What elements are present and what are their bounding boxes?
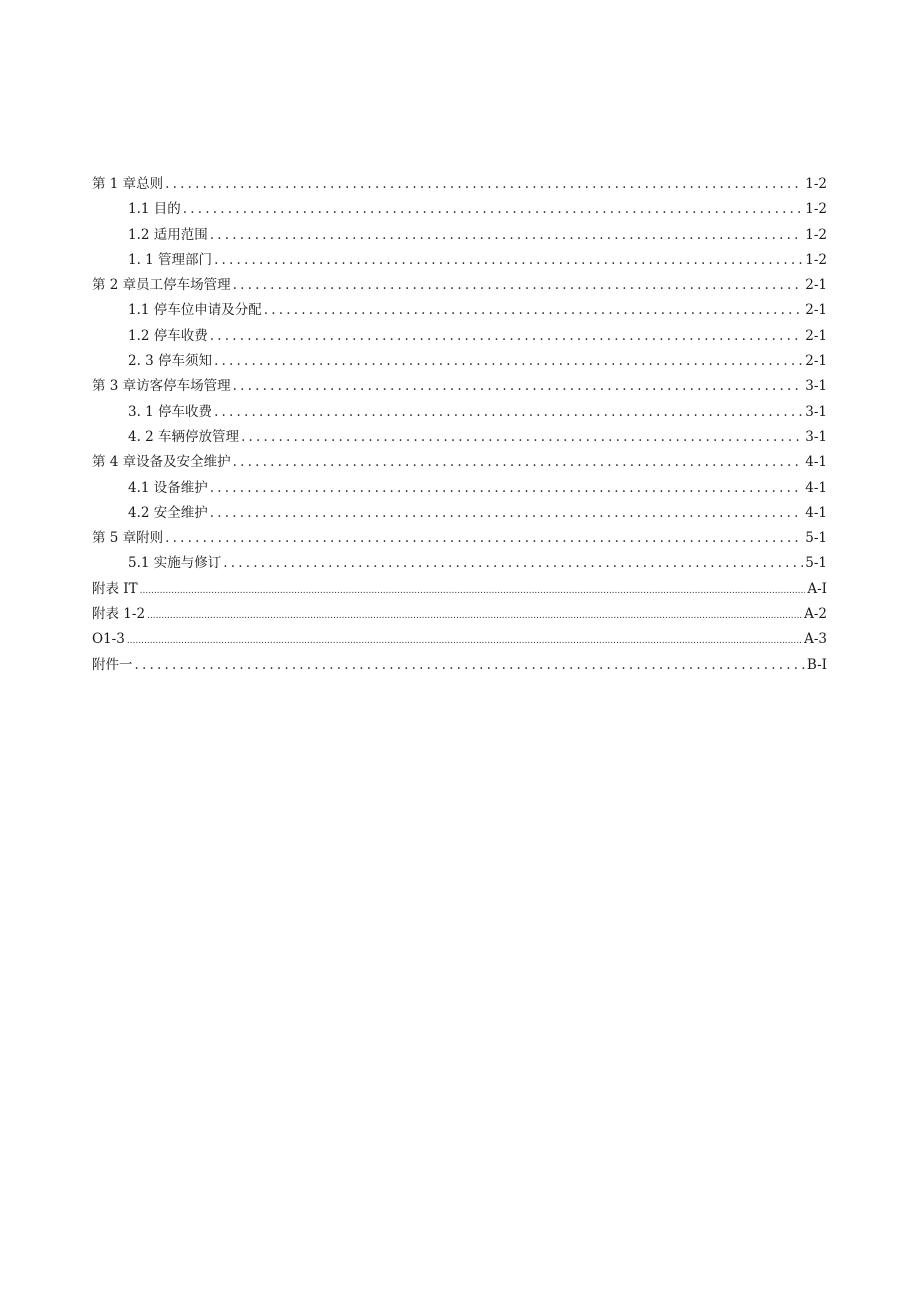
toc-entry-4-2[interactable] xyxy=(92,501,827,526)
toc-entry-2-2[interactable] xyxy=(92,324,827,349)
toc-entry-appendix-table-1[interactable] xyxy=(92,577,827,602)
toc-entry-appendix-table-2[interactable] xyxy=(92,602,827,627)
toc-entry-label: 5.1 实施与修订 xyxy=(128,555,222,572)
toc-entry-page: 4-1 xyxy=(805,479,827,496)
dot-leader xyxy=(210,476,803,501)
toc-entry-appendix-table-3[interactable] xyxy=(92,627,827,652)
toc-entry-page: 2-1 xyxy=(805,302,827,319)
toc-entry-2-1[interactable] xyxy=(92,298,827,323)
dot-leader xyxy=(147,604,802,629)
toc-entry-4-1[interactable] xyxy=(92,476,827,501)
toc-entry-chapter-4[interactable] xyxy=(92,450,827,475)
toc-entry-3-1[interactable] xyxy=(92,400,827,425)
toc-entry-2-3[interactable] xyxy=(92,349,827,374)
dot-leader xyxy=(210,223,803,248)
toc-entry-label: 第 3 章访客停车场管理 xyxy=(92,378,231,395)
toc-entry-page: 2-1 xyxy=(805,353,827,370)
toc-entry-1-3[interactable] xyxy=(92,248,827,273)
toc-entry-page: 2-1 xyxy=(805,277,827,294)
toc-entry-label: O1-3 xyxy=(92,631,125,648)
toc-entry-page: 3-1 xyxy=(805,428,827,445)
dot-leader xyxy=(264,298,803,323)
dot-leader xyxy=(165,526,803,551)
toc-entry-label: 附表 1-2 xyxy=(92,606,146,623)
dot-leader xyxy=(223,551,803,576)
dot-leader xyxy=(241,425,803,450)
toc-entry-label: 4.2 安全维护 xyxy=(128,504,208,521)
toc-entry-page: 4-1 xyxy=(805,454,827,471)
dot-leader xyxy=(183,197,803,222)
dot-leader xyxy=(135,653,805,678)
dot-leader xyxy=(233,450,804,475)
toc-entry-label: 1.2 适用范围 xyxy=(128,226,208,243)
dot-leader xyxy=(233,273,804,298)
toc-entry-chapter-2[interactable] xyxy=(92,273,827,298)
toc-entry-label: 1.1 停车位申请及分配 xyxy=(128,302,262,319)
toc-entry-chapter-5[interactable] xyxy=(92,526,827,551)
toc-entry-5-1[interactable] xyxy=(92,551,827,576)
toc-entry-page: B-I xyxy=(806,656,827,673)
toc-entry-label: 附件一 xyxy=(92,656,133,673)
dot-leader xyxy=(214,400,803,425)
toc-entry-1-1[interactable] xyxy=(92,197,827,222)
toc-entry-3-2[interactable] xyxy=(92,425,827,450)
toc-entry-label: 2. 3 停车须知 xyxy=(128,353,213,370)
toc-entry-page: 5-1 xyxy=(805,530,827,547)
dot-leader xyxy=(140,579,806,604)
toc-entry-page: 1-2 xyxy=(805,176,827,192)
dot-leader xyxy=(165,172,803,197)
toc-entry-label: 4.1 设备维护 xyxy=(128,479,208,496)
toc-entry-1-2[interactable] xyxy=(92,223,827,248)
table-of-contents xyxy=(92,172,827,678)
dot-leader xyxy=(233,374,804,399)
toc-entry-label: 附表 IT xyxy=(92,580,138,597)
dot-leader xyxy=(127,629,802,654)
toc-entry-page: 4-1 xyxy=(805,504,827,521)
toc-entry-page: A-2 xyxy=(804,606,827,623)
toc-entry-page: A-I xyxy=(807,580,827,597)
dot-leader xyxy=(214,248,803,273)
toc-entry-chapter-3[interactable] xyxy=(92,374,827,399)
toc-entry-page: 5-1 xyxy=(805,555,827,572)
toc-entry-page: 2-1 xyxy=(805,327,827,344)
toc-entry-label: 第 5 章附则 xyxy=(92,530,164,547)
toc-entry-label: 4. 2 车辆停放管理 xyxy=(128,428,240,445)
toc-entry-attachment-1[interactable] xyxy=(92,653,827,678)
toc-entry-label: 1. 1 管理部门 xyxy=(128,251,213,268)
toc-entry-label: 1.2 停车收费 xyxy=(128,327,208,344)
toc-entry-label: 第 2 章员工停车场管理 xyxy=(92,277,231,294)
toc-entry-page: 3-1 xyxy=(805,403,827,420)
toc-entry-label: 第 4 章设备及安全维护 xyxy=(92,454,231,471)
dot-leader xyxy=(210,501,803,526)
toc-entry-chapter-1[interactable] xyxy=(92,172,827,197)
toc-entry-label: 1.1 目的 xyxy=(128,201,181,218)
toc-entry-label: 3. 1 停车收费 xyxy=(128,403,213,420)
toc-entry-label: 第 1 章总则 xyxy=(92,176,164,192)
toc-entry-page: 3-1 xyxy=(805,378,827,395)
toc-entry-page: 1-2 xyxy=(805,201,827,218)
toc-entry-page: 1-2 xyxy=(805,251,827,268)
toc-entry-page: 1-2 xyxy=(805,226,827,243)
toc-entry-page: A-3 xyxy=(804,631,827,648)
dot-leader xyxy=(214,349,803,374)
dot-leader xyxy=(210,324,803,349)
